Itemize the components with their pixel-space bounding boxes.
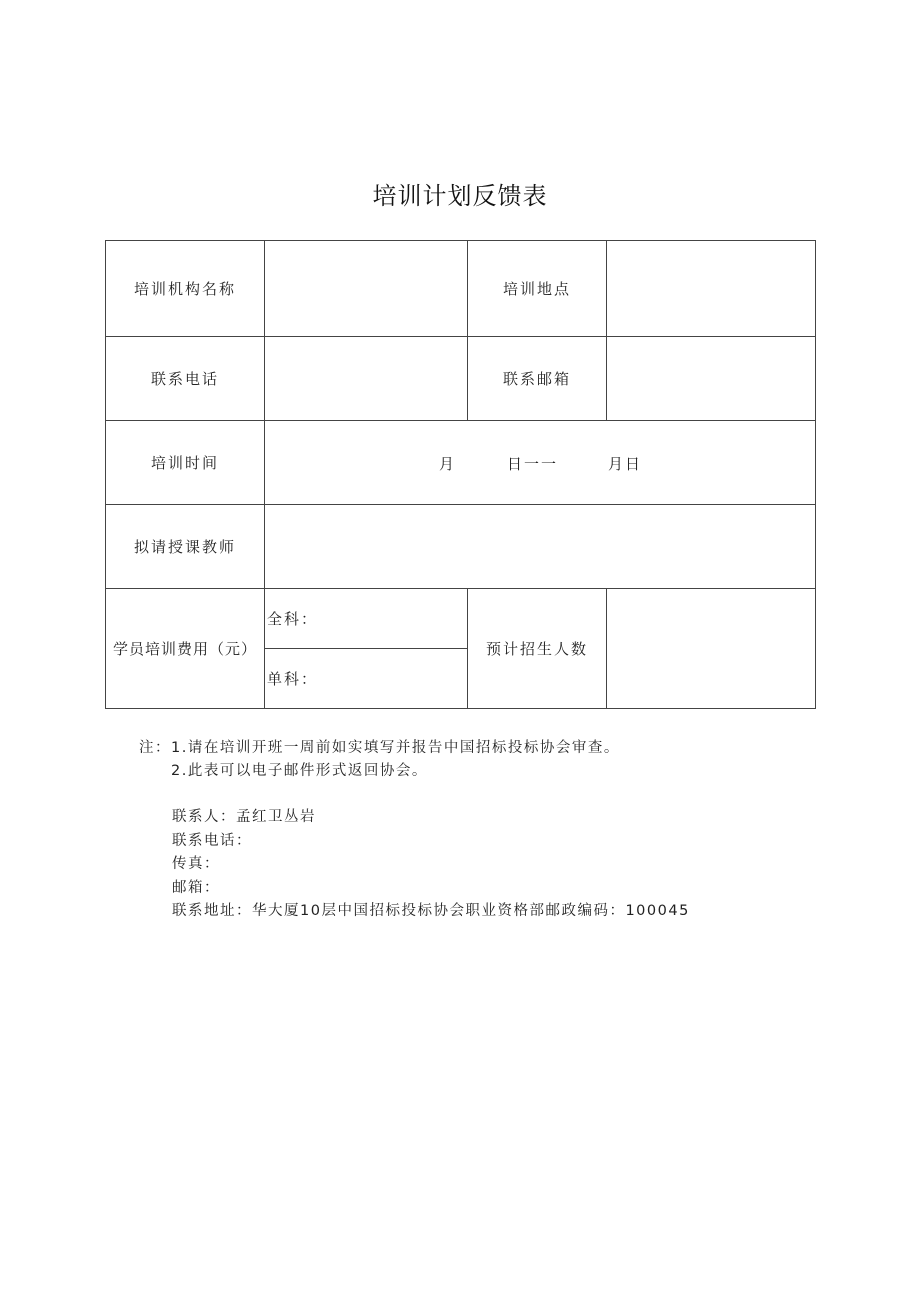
- time-field[interactable]: [265, 421, 816, 505]
- row-fee-full: [106, 589, 816, 649]
- fee-single-field[interactable]: 单科：: [265, 649, 468, 709]
- teacher-label: 拟请授课教师: [106, 505, 265, 589]
- contact-person: 联系人：孟红卫丛岩: [172, 809, 316, 825]
- date-month-day-2: 月日: [608, 454, 643, 473]
- contact-email: 邮箱：: [172, 879, 220, 896]
- note-line-2: 2.此表可以电子邮件形式返回协会。: [171, 763, 428, 779]
- enroll-field[interactable]: [607, 589, 816, 709]
- fee-full-field[interactable]: 全科：: [265, 589, 468, 649]
- fee-label: 学员培训费用（元）: [106, 589, 265, 709]
- contact-address: 联系地址：华大厦10层中国招标投标协会职业资格部邮政编码：100045: [172, 903, 690, 919]
- contact-fax: 传真：: [172, 856, 220, 872]
- contact-info: [172, 806, 690, 924]
- email-field[interactable]: [607, 337, 816, 421]
- enroll-label: 预计招生人数: [468, 589, 607, 709]
- phone-field[interactable]: [265, 337, 468, 421]
- contact-phone: 联系电话：: [172, 832, 252, 849]
- date-day-separator: 日一一: [507, 454, 559, 473]
- row-time: [106, 421, 816, 505]
- time-label: 培训时间: [106, 421, 265, 505]
- location-label: 培训地点: [468, 241, 607, 337]
- row-contact: [106, 337, 816, 421]
- org-name-field[interactable]: [265, 241, 468, 337]
- location-field[interactable]: [607, 241, 816, 337]
- teacher-field[interactable]: [265, 505, 816, 589]
- org-name-label: 培训机构名称: [106, 241, 265, 337]
- row-teacher: [106, 505, 816, 589]
- date-month-1: 月: [439, 454, 457, 473]
- feedback-form-table: [105, 240, 816, 709]
- page-title: 培训计划反馈表: [372, 182, 548, 210]
- note-line-1: 注：1.请在培训开班一周前如实填写并报告中国招标投标协会审查。: [139, 740, 620, 756]
- notes: [139, 737, 620, 783]
- phone-label: 联系电话: [106, 337, 265, 421]
- email-label: 联系邮箱: [468, 337, 607, 421]
- row-org: [106, 241, 816, 337]
